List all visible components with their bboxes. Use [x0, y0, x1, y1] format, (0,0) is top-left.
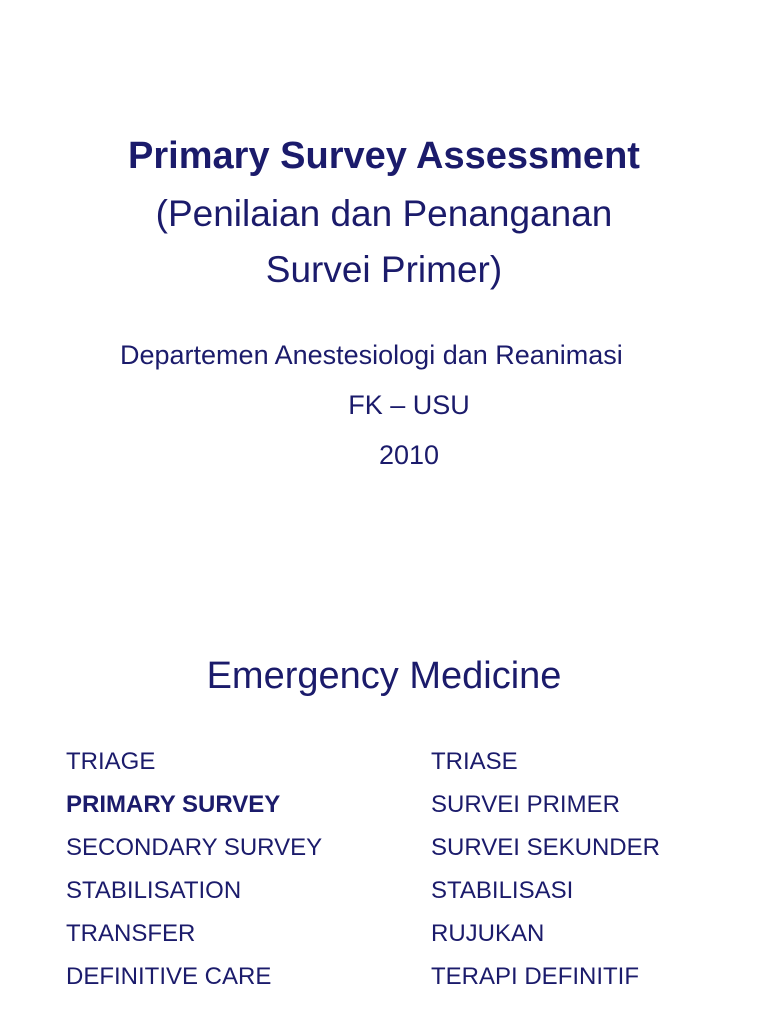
emergency-medicine-slide: [0, 620, 768, 1024]
term-english: STABILISATION: [66, 877, 242, 904]
term-english: SECONDARY SURVEY: [66, 834, 323, 861]
term-indonesian: STABILISASI: [431, 877, 574, 904]
term-row: [0, 920, 768, 960]
slide-subtitle-line-1: (Penilaian dan Penanganan: [155, 193, 613, 234]
term-english: TRIAGE: [66, 748, 156, 775]
term-row: [0, 963, 768, 1003]
term-english: DEFINITIVE CARE: [66, 963, 272, 990]
term-row: [0, 748, 768, 788]
term-english: PRIMARY SURVEY: [66, 791, 281, 818]
term-indonesian: TRIASE: [431, 748, 518, 775]
term-indonesian: RUJUKAN: [431, 920, 545, 947]
term-indonesian: TERAPI DEFINITIF: [431, 963, 640, 990]
slide-subtitle-line-2: Survei Primer): [265, 249, 503, 290]
term-indonesian: SURVEI PRIMER: [431, 791, 620, 818]
term-row: [0, 834, 768, 874]
faculty-name: FK – USU: [348, 390, 470, 420]
term-english: TRANSFER: [66, 920, 196, 947]
department-name: Departemen Anestesiologi dan Reanimasi: [120, 340, 623, 370]
presentation-year: 2010: [378, 440, 440, 470]
term-row-highlighted: [0, 791, 768, 831]
emergency-medicine-title: Emergency Medicine: [206, 655, 562, 697]
term-indonesian: SURVEI SEKUNDER: [431, 834, 660, 861]
term-row: [0, 877, 768, 917]
slide-title: Primary Survey Assessment: [128, 135, 640, 177]
